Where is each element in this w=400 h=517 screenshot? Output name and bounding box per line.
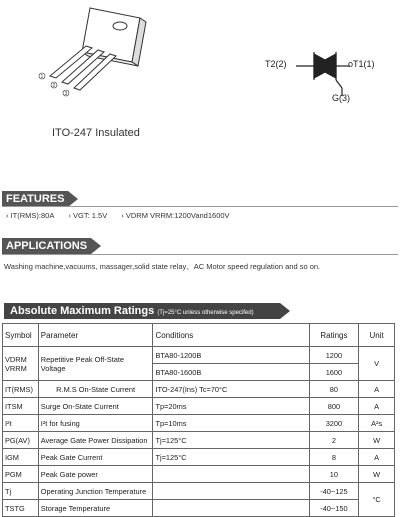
cell-unit: A²s: [359, 415, 395, 432]
ratings-heading: [4, 303, 280, 319]
t1-label: oT1(1): [348, 59, 375, 69]
svg-text:1: 1: [40, 74, 44, 80]
cell-condition: Tp=10ms: [153, 415, 309, 432]
ratings-title: Absolute Maximum Ratings: [10, 305, 155, 317]
cell-symbol: Tj: [3, 483, 39, 500]
cell-rating: 1600: [309, 364, 359, 381]
cell-rating: 3200: [309, 415, 359, 432]
cell-condition: BTA80-1600B: [153, 364, 309, 381]
table-row: [3, 347, 395, 364]
cell-unit: A: [359, 381, 395, 398]
cell-rating: 800: [309, 398, 359, 415]
feature-item: › IT(RMS):80A: [6, 211, 55, 220]
cell-symbol: VDRM VRRM: [3, 347, 39, 381]
cell-rating: 2: [309, 432, 359, 449]
cell-symbol: ITSM: [3, 398, 39, 415]
t2-label: T2(2): [265, 59, 287, 69]
cell-parameter: I²t for fusing: [38, 415, 153, 432]
table-row: [3, 415, 395, 432]
package-drawing: [28, 4, 158, 100]
feature-item: › VDRM VRRM:1200Vand1600V: [121, 211, 230, 220]
table-row: [3, 449, 395, 466]
cell-unit: °C: [359, 483, 395, 517]
cell-unit: V: [359, 347, 395, 381]
header-unit: Unit: [359, 324, 395, 347]
ratings-table: [2, 323, 395, 517]
cell-parameter: Repetitive Peak Off-State Voltage: [38, 347, 153, 381]
cell-symbol: IT(RMS): [3, 381, 39, 398]
cell-condition: [153, 500, 309, 517]
cell-rating: 80: [309, 381, 359, 398]
features-list: [6, 211, 242, 220]
header-conditions: Conditions: [153, 324, 309, 347]
cell-parameter: Peak Gate Current: [38, 449, 153, 466]
table-row: [3, 500, 395, 517]
header-parameter: Parameter: [38, 324, 153, 347]
cell-condition: BTA80-1200B: [153, 347, 309, 364]
feature-item: › VGT: 1.5V: [68, 211, 108, 220]
table-row: [3, 432, 395, 449]
cell-unit: W: [359, 432, 395, 449]
cell-parameter: Surge On-State Current: [38, 398, 153, 415]
table-row: [3, 398, 395, 415]
cell-rating: 1200: [309, 347, 359, 364]
applications-heading: APPLICATIONS: [2, 238, 91, 254]
cell-symbol: TSTG: [3, 500, 39, 517]
cell-condition: Tp=20ms: [153, 398, 309, 415]
cell-symbol: PGM: [3, 466, 39, 483]
ratings-note: (Tj=25°C unless otherwise specifed): [157, 310, 254, 316]
cell-rating: -40~125: [309, 483, 359, 500]
gate-label: G(3): [332, 93, 350, 103]
table-row: [3, 466, 395, 483]
cell-parameter: Operating Junction Temperature: [38, 483, 153, 500]
header-ratings: Ratings: [309, 324, 359, 347]
cell-parameter: Average Gate Power Dissipation: [38, 432, 153, 449]
cell-symbol: I²t: [3, 415, 39, 432]
cell-symbol: IGM: [3, 449, 39, 466]
cell-condition: [153, 483, 309, 500]
cell-parameter: Peak Gate power: [38, 466, 153, 483]
cell-parameter: R.M.S On-State Current: [38, 381, 153, 398]
cell-unit: A: [359, 449, 395, 466]
cell-rating: -40~150: [309, 500, 359, 517]
table-header-row: [3, 324, 395, 347]
cell-symbol: PG(AV): [3, 432, 39, 449]
cell-condition: Tj=125°C: [153, 432, 309, 449]
cell-unit: W: [359, 466, 395, 483]
cell-rating: 10: [309, 466, 359, 483]
header-symbol: Symbol: [3, 324, 39, 347]
table-row: [3, 381, 395, 398]
table-row: [3, 483, 395, 500]
triac-symbol: [258, 44, 388, 114]
cell-unit: A: [359, 398, 395, 415]
features-heading: FEATURES: [2, 191, 68, 207]
package-label: ITO-247 Insulated: [52, 127, 140, 139]
cell-condition: Tj=125°C: [153, 449, 309, 466]
features-divider: [2, 206, 398, 207]
cell-condition: [153, 466, 309, 483]
applications-text: Washing machine,vacuums, massager,solid state relay、AC Motor speed regulation and so on.: [4, 262, 321, 271]
svg-text:3: 3: [64, 91, 68, 97]
applications-divider: [2, 254, 398, 255]
cell-parameter: Storage Temperature: [38, 500, 153, 517]
svg-text:2: 2: [52, 83, 56, 89]
cell-rating: 8: [309, 449, 359, 466]
cell-condition: ITO-247(Ins) Tc=70°C: [153, 381, 309, 398]
